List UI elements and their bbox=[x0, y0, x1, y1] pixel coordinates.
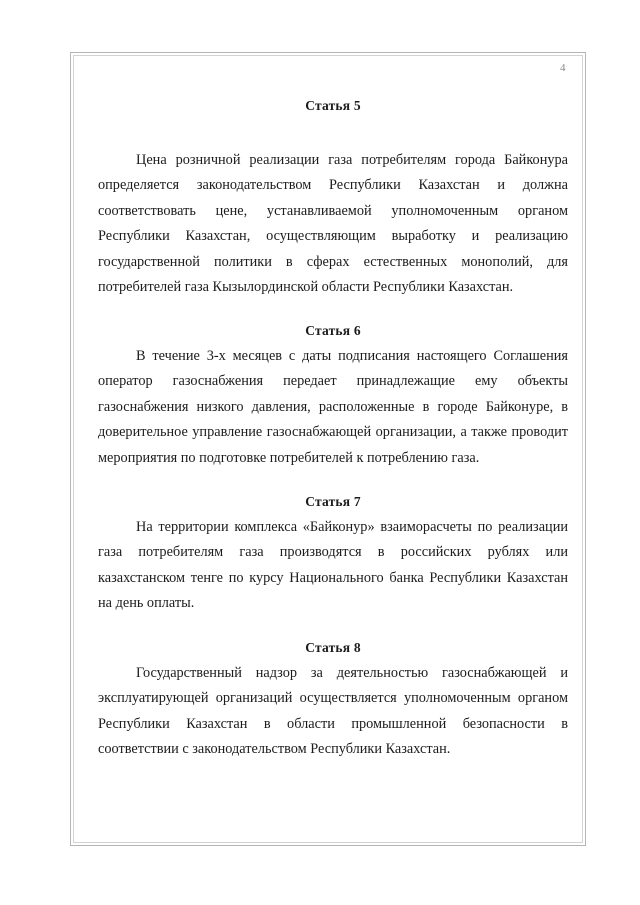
article-7 bbox=[98, 494, 568, 617]
article-6-text: В течение 3-х месяцев с даты подписания настоящего Соглашения оператор газоснабжения передает принадлежащие ему объекты газоснабжения низкого давления, расположенные в городе Байконуре, в доверительное управление газоснабжающей организации, а также проводит мероприятия по подготовке потребителей к потреблению газа. bbox=[98, 348, 568, 466]
article-8-title: Статья 8 bbox=[305, 640, 361, 655]
article-7-title: Статья 7 bbox=[305, 494, 361, 509]
page-number: 4 bbox=[560, 62, 566, 74]
article-7-text: На территории комплекса «Байконур» взаиморасчеты по реализации газа потребителям газа производятся в российских рублях или казахстанском тенге по курсу Национального банка Республики Казахстан на день оплаты. bbox=[98, 519, 568, 612]
article-5-title: Статья 5 bbox=[305, 98, 361, 113]
article-8 bbox=[98, 640, 568, 763]
article-5 bbox=[98, 98, 568, 300]
article-5-text: Цена розничной реализации газа потребителям города Байконура определяется законодательством Республики Казахстан и должна соответствовать цене, устанавливаемой уполномоченным органом Республики Казахстан, осуществляющим выработку и реализацию государственной политики в сферах естественных монополий, для потребителей газа Кызылординской области Республики Казахстан. bbox=[98, 152, 568, 296]
article-6-title: Статья 6 bbox=[305, 323, 361, 338]
article-8-text: Государственный надзор за деятельностью газоснабжающей и эксплуатирующей организаций осуществляется уполномоченным органом Республики Казахстан в области промышленной безопасности в соответствии с законодательством Республики Казахстан. bbox=[98, 665, 568, 758]
article-6 bbox=[98, 323, 568, 471]
